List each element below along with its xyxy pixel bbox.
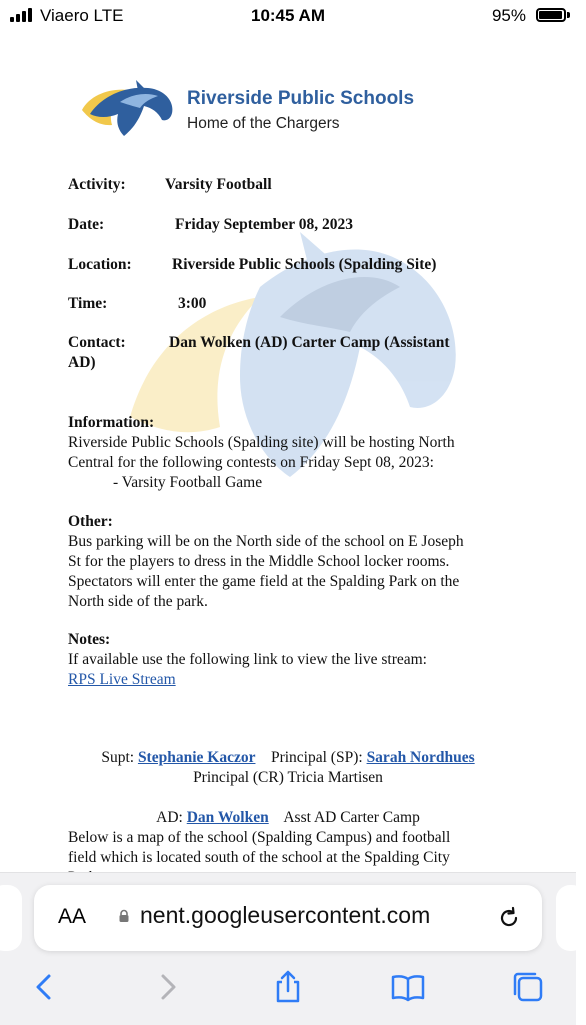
time-value: 3:00 [178, 295, 207, 312]
information-line: Riverside Public Schools (Spalding site) will be hosting North [68, 434, 455, 451]
information-heading: Information: [68, 414, 155, 431]
share-icon[interactable] [270, 969, 306, 1005]
lock-icon [118, 910, 130, 922]
web-page[interactable] [0, 32, 576, 872]
battery-percent: 95% [491, 6, 526, 25]
battery-cap [567, 12, 570, 18]
notes-section [68, 630, 518, 690]
contact-value: Dan Wolken (AD) Carter Camp (Assistant [169, 334, 450, 351]
tabs-icon[interactable] [510, 969, 546, 1005]
supt-label: Supt: [101, 749, 135, 766]
url-text[interactable]: nent.googleusercontent.com [140, 902, 431, 928]
charger-horse-logo-icon [80, 80, 175, 140]
notes-heading: Notes: [68, 631, 111, 648]
information-item: - Varsity Football Game [113, 474, 263, 491]
activity-value: Varsity Football [165, 176, 272, 193]
map-line: Below is a map of the school (Spalding Campus) and football [68, 829, 451, 846]
school-name: Riverside Public Schools [187, 88, 415, 109]
location-value: Riverside Public Schools (Spalding Site) [172, 256, 437, 273]
notes-line: If available use the following link to view the live stream: [68, 651, 427, 668]
clock: 10:45 AM [250, 6, 325, 25]
other-section [68, 512, 518, 612]
carrier-label: Viaero LTE [40, 6, 124, 25]
battery-icon [536, 8, 566, 22]
date-label: Date: [68, 216, 105, 233]
address-bar[interactable] [34, 885, 542, 951]
contact-value-cont: AD) [68, 354, 96, 371]
supt-link[interactable]: Stephanie Kaczor [137, 749, 256, 766]
principal-sp-link[interactable]: Sarah Nordhues [366, 749, 475, 766]
staff-line-ad [0, 808, 576, 828]
other-line: St for the players to dress in the Middle School locker rooms. [68, 553, 450, 570]
date-value: Friday September 08, 2023 [175, 216, 353, 233]
browser-toolbar-area [0, 872, 576, 1025]
activity-label: Activity: [68, 176, 126, 193]
contact-label: Contact: [68, 334, 126, 351]
other-line: Spectators will enter the game field at the Spalding Park on the [68, 573, 460, 590]
location-label: Location: [68, 256, 132, 273]
asst-ad: Asst AD Carter Camp [283, 809, 420, 826]
reload-icon[interactable] [496, 905, 522, 931]
time-label: Time: [68, 295, 108, 312]
live-stream-link[interactable]: RPS Live Stream [68, 671, 176, 688]
text-size-button[interactable]: AA [58, 905, 87, 928]
other-line: North side of the park. [68, 593, 208, 610]
next-tab-pill[interactable] [556, 885, 586, 951]
back-icon[interactable] [26, 969, 62, 1005]
staff-line-1 [0, 748, 576, 768]
map-line: field which is located south of the school at the Spalding City [68, 849, 450, 866]
school-tagline: Home of the Chargers [187, 115, 340, 132]
previous-tab-pill[interactable] [0, 885, 22, 951]
information-section [68, 413, 518, 493]
ad-label: AD: [156, 809, 183, 826]
other-heading: Other: [68, 513, 113, 530]
principal-sp-label: Principal (SP): [270, 749, 363, 766]
status-bar [0, 0, 576, 32]
bookmarks-icon[interactable] [390, 969, 426, 1005]
principal-cr: Principal (CR) Tricia Martisen [193, 769, 383, 786]
other-line: Bus parking will be on the North side of the school on E Joseph [68, 533, 464, 550]
information-line: Central for the following contests on Friday Sept 08, 2023: [68, 454, 434, 471]
forward-icon[interactable] [150, 969, 186, 1005]
ad-link[interactable]: Dan Wolken [186, 809, 269, 826]
